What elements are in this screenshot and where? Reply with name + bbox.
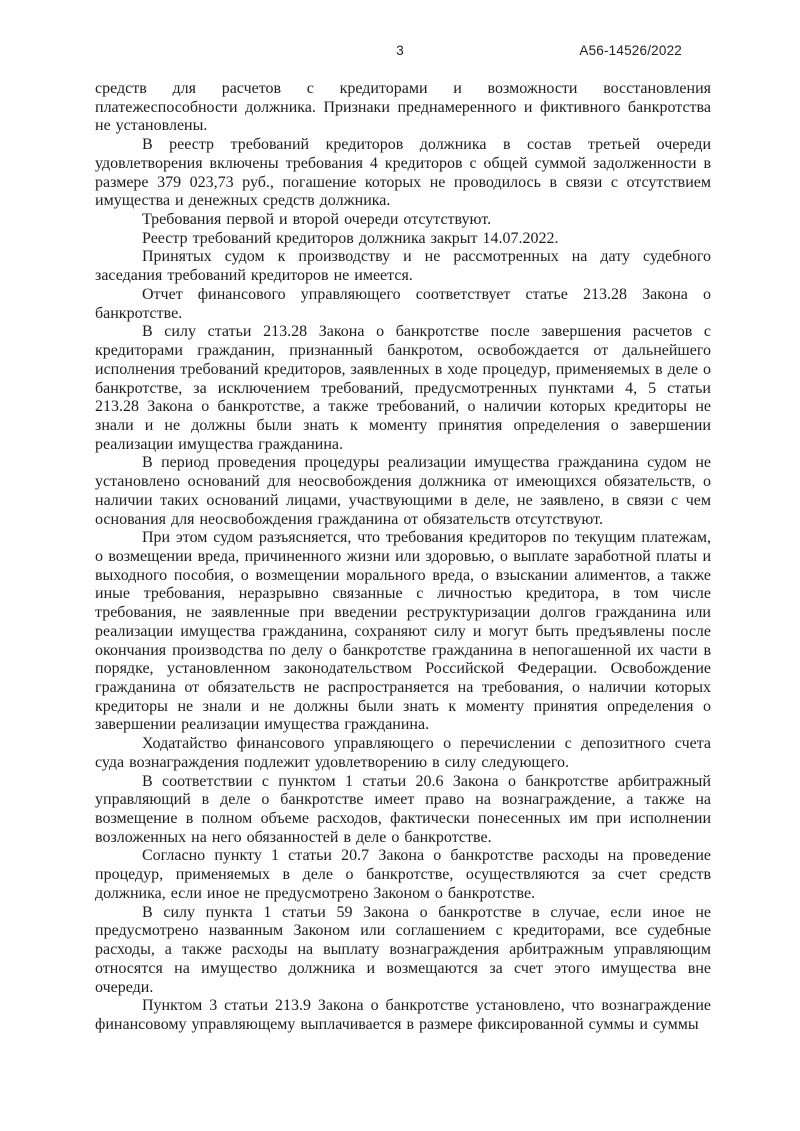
paragraph: В реестр требований кредиторов должника в состав третьей очереди удовлетворения включены требования 4 кредиторов с общей суммой задолженности в размере 379 023,73 руб., погашение которых не проводилось в связи с отсутствием имущества и денежных средств должника. [95, 136, 711, 210]
case-number: А56-14526/2022 [579, 43, 682, 58]
paragraph: Реестр требований кредиторов должника закрыт 14.07.2022. [142, 229, 559, 247]
paragraph: Требования первой и второй очереди отсутствуют. [142, 211, 492, 229]
document-body [95, 80, 711, 1035]
page-header [0, 43, 800, 61]
paragraph: Пунктом 3 статьи 213.9 Закона о банкротстве установлено, что вознаграждение финансовому управляющему выплачивается в размере фиксированной суммы и суммы [95, 997, 711, 1033]
paragraph: В соответствии с пунктом 1 статьи 20.6 Закона о банкротстве арбитражный управляющий в деле о банкротстве имеет право на вознаграждение, а также на возмещение в полном объеме расходов, фактически понесенных им при исполнении возложенных на него обязанностей в деле о банкротстве. [95, 772, 711, 846]
paragraph: В период проведения процедуры реализации имущества гражданина судом не установлено оснований для неосвобождения должника от имеющихся обязательств, о наличии таких оснований лицами, участвующими в деле, не заявлено, в связи с чем основания для неосвобождения гражданина от обязательств отсутствуют. [95, 454, 711, 528]
paragraph: В силу статьи 213.28 Закона о банкротстве после завершения расчетов с кредиторами гражданин, признанный банкротом, освобождается от дальнейшего исполнения требований кредиторов, заявленных в ходе процедур, применяемых в деле о банкротстве, за исключением требований, предусмотренных пунктами 4, 5 статьи 213.28 Закона о банкротстве, а также требований, о наличии которых кредиторы не знали и не должны были знать к моменту принятия определения о завершении реализации имущества гражданина. [95, 323, 711, 453]
paragraph: Ходатайство финансового управляющего о перечислении с депозитного счета суда вознаграждения подлежит удовлетворению в силу следующего. [95, 735, 711, 771]
paragraph: Согласно пункту 1 статьи 20.7 Закона о банкротстве расходы на проведение процедур, применяемых в деле о банкротстве, осуществляются за счет средств должника, если иное не предусмотрено Законом о банкротстве. [95, 847, 711, 902]
paragraph: Отчет финансового управляющего соответствует статье 213.28 Закона о банкротстве. [95, 285, 711, 322]
paragraph: средств для расчетов с кредиторами и возможности восстановления платежеспособности должника. Признаки преднамеренного и фиктивного банкротства не установлены. [95, 80, 711, 135]
paragraph: Принятых судом к производству и не рассмотренных на дату судебного заседания требований кредиторов не имеется. [95, 248, 711, 285]
paragraph: При этом судом разъясняется, что требования кредиторов по текущим платежам, о возмещении вреда, причиненного жизни или здоровью, о выплате заработной платы и выходного пособия, о возмещении морального вреда, о взыскании алиментов, а также иные требования, неразрывно связанные с личностью кредитора, в том числе требования, не заявленные при введении реструктуризации долгов гражданина или реализации имущества гражданина, сохраняют силу и могут быть предъявлены после окончания производства по делу о банкротстве гражданина в непогашенной их части в порядке, установленном законодательством Российской Федерации. Освобождение гражданина от обязательств не распространяется на требования, о наличии которых кредиторы не знали и не должны были знать к моменту принятия определения о завершении реализации имущества гражданина. [95, 529, 711, 734]
paragraph: В силу пункта 1 статьи 59 Закона о банкротстве в случае, если иное не предусмотрено названным Законом или соглашением с кредиторами, все судебные расходы, а также расходы на выплату вознаграждения арбитражным управляющим относятся на имущество должника и возмещаются за счет этого имущества вне очереди. [95, 903, 711, 996]
page-number: 3 [396, 43, 404, 58]
